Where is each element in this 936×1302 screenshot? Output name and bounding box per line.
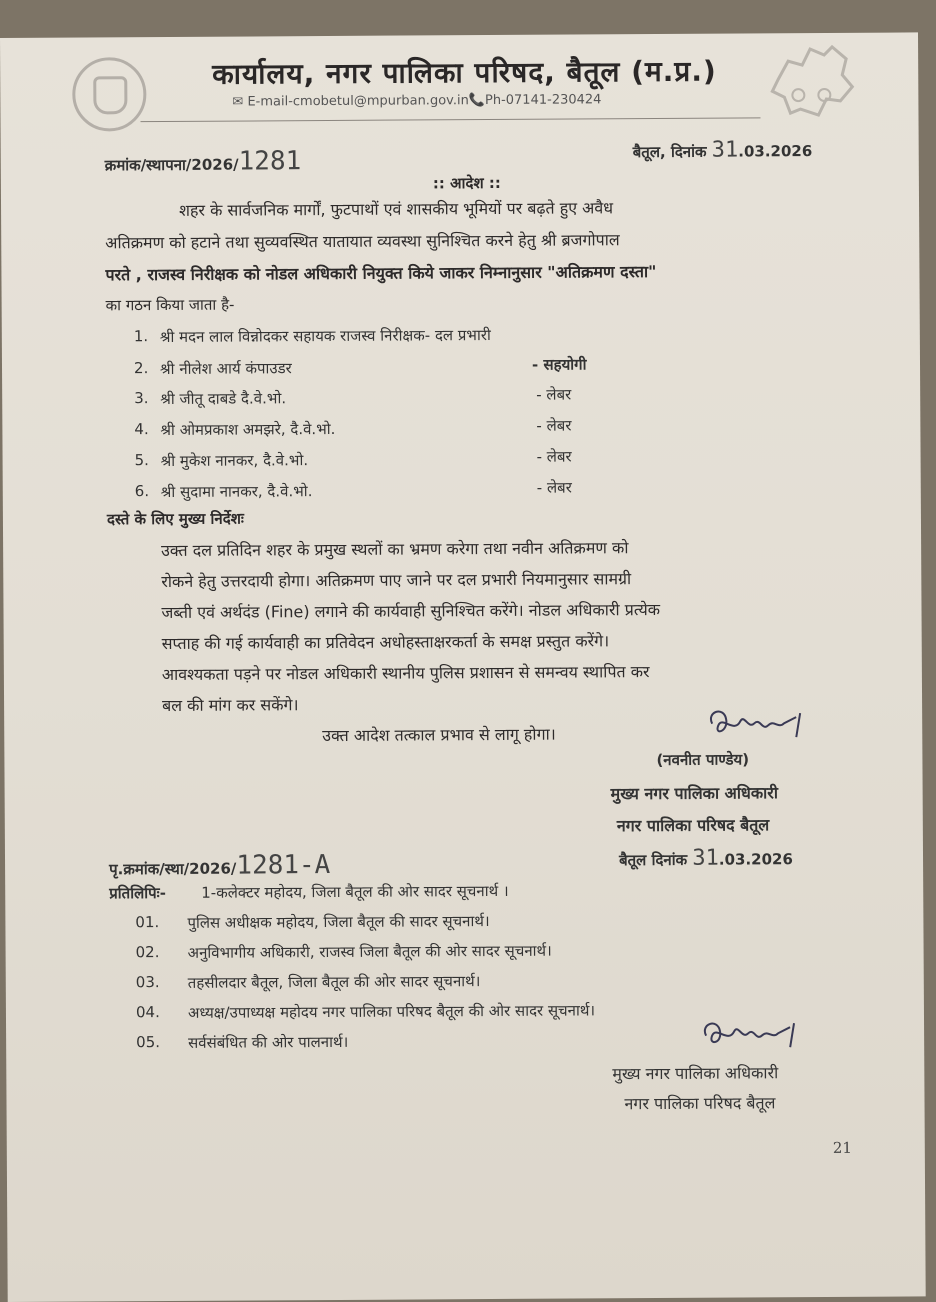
endorsement-date bbox=[619, 845, 793, 871]
header-divider bbox=[141, 117, 761, 122]
municipal-emblem-icon bbox=[72, 57, 146, 131]
order-place-date-label: बैतूल, दिनांक bbox=[632, 142, 707, 162]
order-ref-label: क्रमांक/स्थापना/2026/ bbox=[104, 155, 239, 175]
copy-num-4: 04. bbox=[135, 1003, 160, 1022]
squad-name-1: श्री मदन लाल विन्नोदकर सहायक राजस्व निरीक्षक- दल प्रभारी bbox=[159, 326, 491, 347]
copy-text-3: तहसीलदार बैतूल, जिला बैतूल की ओर सादर सूचनार्थ। bbox=[187, 972, 481, 992]
squad-num-1: 1. bbox=[133, 327, 149, 346]
copy-text-4: अध्यक्ष/उपाध्यक्ष महोदय नगर पालिका परिषद बैतूल की ओर सादर सूचनार्थ। bbox=[187, 1001, 596, 1022]
squad-role-3: - लेबर bbox=[536, 385, 572, 404]
direction-line-4: सप्ताह की गई कार्यवाही का प्रतिवेदन अधोहस्ताक्षरकर्ता के समक्ष प्रस्तुत करेंगे। bbox=[161, 631, 610, 654]
signatory-designation: मुख्य नगर पालिका अधिकारी bbox=[610, 783, 779, 804]
squad-num-6: 6. bbox=[134, 482, 150, 501]
copy-num-1: 01. bbox=[135, 913, 160, 932]
endorsement-ref-label: पृ.क्रमांक/स्था/2026/ bbox=[109, 859, 237, 879]
intro-line-2: अतिक्रमण को हटाने तथा सुव्यवस्थित यातायात व्यवस्था सुनिश्चित करने हेतु श्री ब्रजगोपाल bbox=[105, 230, 620, 253]
direction-line-1: उक्त दल प्रतिदिन शहर के प्रमुख स्थलों का भ्रमण करेगा तथा नवीन अतिक्रमण को bbox=[161, 538, 629, 561]
direction-line-5: आवश्यकता पड़ने पर नोडल अधिकारी स्थानीय पुलिस प्रशासन से समन्वय स्थापित कर bbox=[161, 662, 650, 685]
endorsement-date-day: 31 bbox=[692, 845, 719, 871]
effect-line: उक्त आदेश तत्काल प्रभाव से लागू होगा। bbox=[322, 724, 556, 746]
copy-heading: प्रतिलिपिः- bbox=[109, 884, 166, 903]
endorsement-date-rest: .03.2026 bbox=[718, 850, 793, 869]
copy-num-5: 05. bbox=[136, 1033, 161, 1052]
squad-role-4: - लेबर bbox=[536, 416, 572, 435]
directions-heading: दस्ते के लिए मुख्य निर्देशः bbox=[106, 509, 244, 529]
endorsement-place-date-label: बैतूल दिनांक bbox=[618, 850, 688, 870]
copy-text-1: पुलिस अधीक्षक महोदय, जिला बैतूल की सादर सूचनार्थ। bbox=[187, 912, 490, 932]
squad-num-4: 4. bbox=[134, 420, 149, 439]
footer-office: नगर पालिका परिषद बैतूल bbox=[624, 1093, 776, 1114]
squad-role-2: - सहयोगी bbox=[531, 355, 587, 374]
squad-num-5: 5. bbox=[134, 451, 149, 470]
order-heading: :: आदेश :: bbox=[432, 173, 501, 193]
order-date bbox=[633, 137, 813, 163]
document-page bbox=[0, 32, 926, 1302]
footer-designation: मुख्य नगर पालिका अधिकारी bbox=[612, 1063, 779, 1084]
squad-role-5: - लेबर bbox=[536, 447, 572, 466]
signatory-name: (नवनीत पाण्डेय) bbox=[656, 750, 750, 770]
order-ref-number: 1281 bbox=[238, 146, 302, 177]
squad-name-3: श्री जीतू दाबडे दै.वे.भो. bbox=[160, 389, 287, 409]
squad-role-6: - लेबर bbox=[536, 478, 572, 497]
copy-num-2: 02. bbox=[135, 943, 160, 962]
direction-line-2: रोकने हेतु उत्तरदायी होगा। अतिक्रमण पाए जाने पर दल प्रभारी नियमानुसार सामग्री bbox=[161, 569, 632, 592]
intro-line-3: परते , राजस्व निरीक्षक को नोडल अधिकारी नियुक्त किये जाकर निम्नानुसार "अतिक्रमण दस्ता" bbox=[105, 261, 657, 285]
endorsement-ref-number: 1281-A bbox=[236, 849, 331, 881]
order-date-day: 31 bbox=[711, 137, 739, 163]
squad-num-3: 3. bbox=[134, 389, 149, 408]
copy-text-5: सर्वसंबंधित की ओर पालनार्थ। bbox=[188, 1032, 349, 1052]
state-map-emblem-icon bbox=[768, 39, 857, 124]
officer-signature-2 bbox=[696, 1013, 806, 1054]
intro-line-1: शहर के सार्वजनिक मार्गों, फुटपाथों एवं शासकीय भूमियों पर बढ़ते हुए अवैध bbox=[178, 198, 614, 220]
endorsement-reference bbox=[109, 850, 330, 881]
page-number: 21 bbox=[832, 1138, 852, 1157]
squad-name-6: श्री सुदामा नानकर, दै.वे.भो. bbox=[160, 482, 313, 502]
direction-line-3: जब्ती एवं अर्थदंड (Fine) लगाने की कार्यवाही सुनिश्चित करेंगे। नोडल अधिकारी प्रत्येक bbox=[161, 599, 661, 623]
copy-first: 1-कलेक्टर महोदय, जिला बैतूल की ओर सादर सूचनार्थ । bbox=[201, 881, 509, 902]
order-date-rest: .03.2026 bbox=[738, 142, 813, 161]
contact-line: ✉ E-mail-cmobetul@mpurban.gov.in📞Ph-07141-230424 bbox=[232, 92, 602, 110]
copy-num-3: 03. bbox=[135, 973, 160, 992]
direction-line-6: बल की मांग कर सकेंगे। bbox=[162, 695, 299, 716]
signatory-office: नगर पालिका परिषद बैतूल bbox=[616, 815, 770, 836]
order-reference bbox=[105, 146, 302, 177]
squad-name-5: श्री मुकेश नानकर, दै.वे.भो. bbox=[160, 451, 309, 471]
squad-name-4: श्री ओमप्रकाश अमझरे, दै.वे.भो. bbox=[160, 419, 336, 440]
intro-line-4: का गठन किया जाता है- bbox=[105, 295, 235, 315]
copy-text-2: अनुविभागीय अधिकारी, राजस्व जिला बैतूल की ओर सादर सूचनार्थ। bbox=[187, 941, 552, 962]
squad-num-2: 2. bbox=[133, 359, 149, 378]
office-title: कार्यालय, नगर पालिका परिषद, बैतूल (म.प्र.) bbox=[212, 54, 717, 91]
squad-name-2: श्री नीलेश आर्य कंपाउडर bbox=[159, 359, 292, 379]
officer-signature bbox=[704, 703, 814, 744]
